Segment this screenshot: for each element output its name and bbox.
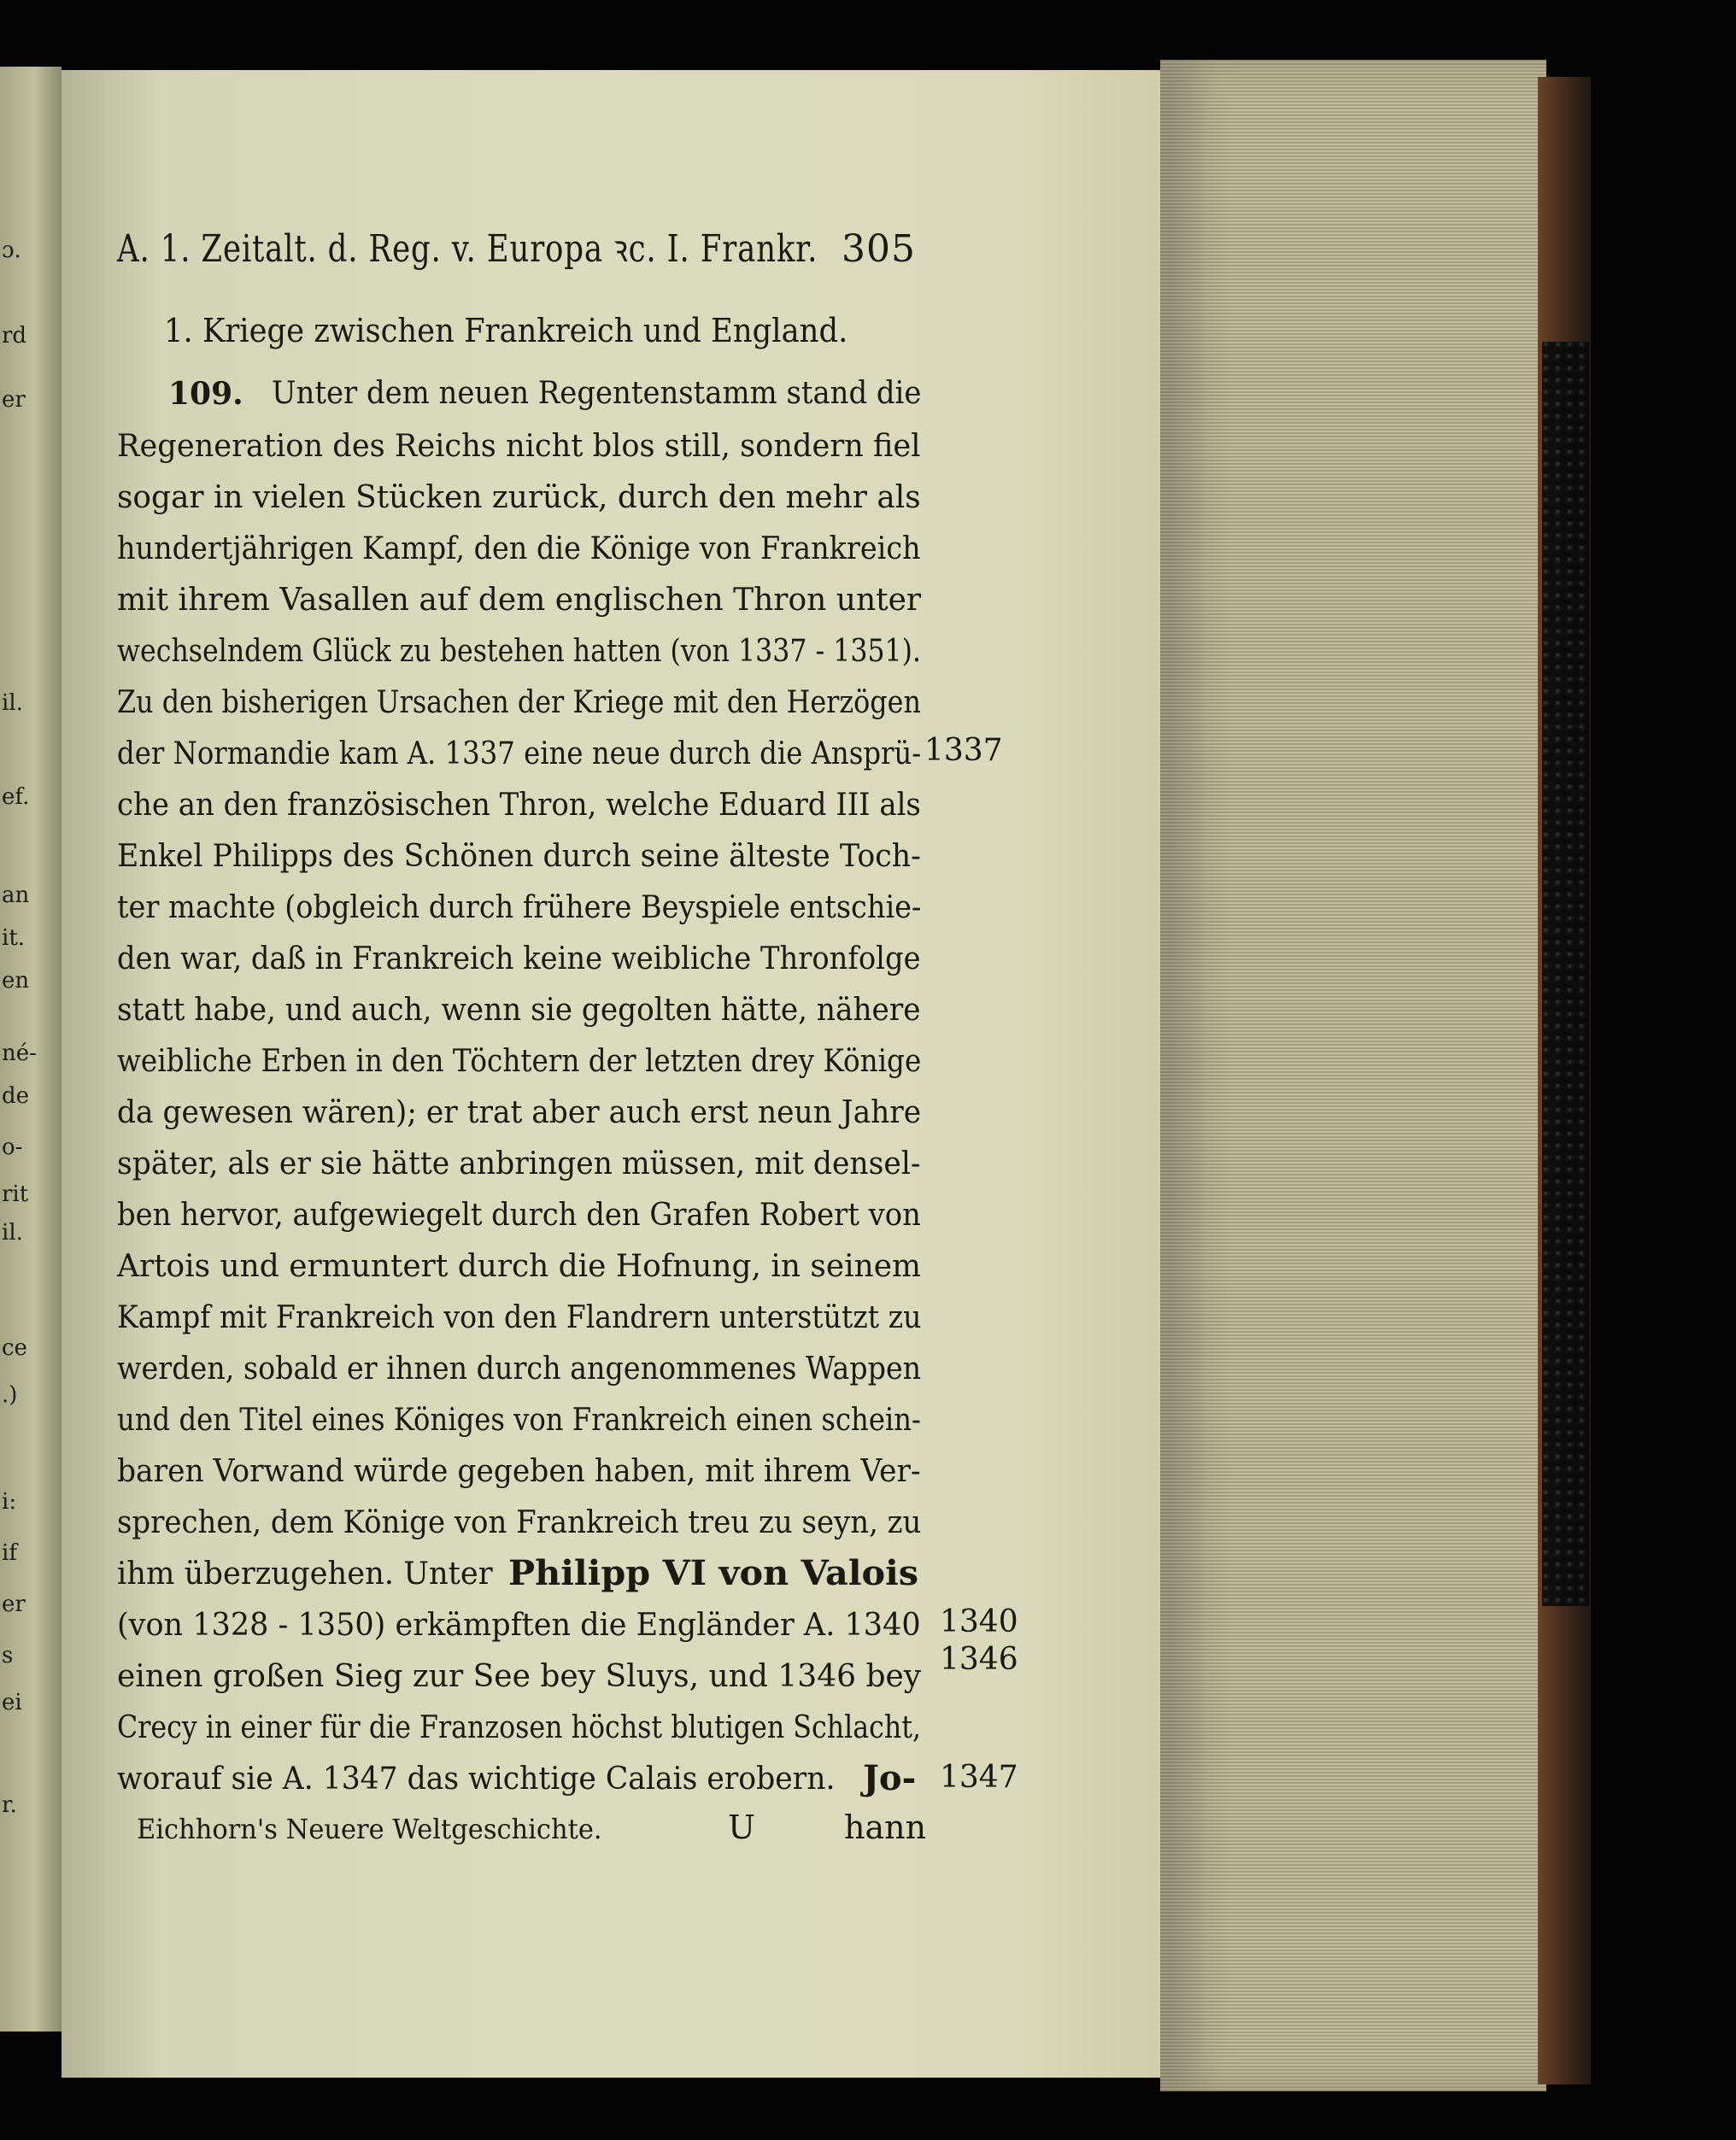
facing-fragment: il. [2, 1220, 23, 1246]
facing-fragment: .) [2, 1382, 18, 1408]
text-line: später, als er sie hätte anbringen müssen, mit densel- [117, 1146, 921, 1181]
facing-fragment: i: [2, 1489, 17, 1515]
text-line: baren Vorwand würde gegeben haben, mit ihrem Ver- [117, 1454, 921, 1489]
facing-fragment: ce [2, 1335, 27, 1361]
margin-year: 1347 [940, 1760, 1018, 1795]
text-line: weibliche Erben in den Töchtern der letzten drey Könige [117, 1044, 922, 1079]
section-heading: 1. Kriege zwischen Frankreich und England. [164, 312, 848, 349]
margin-year: 1337 [924, 733, 1003, 768]
hyphenated-word-start: Jo- [863, 1758, 917, 1798]
page-block-edge [1160, 60, 1546, 2091]
facing-fragment: it. [2, 925, 26, 951]
facing-fragment: ef. [2, 784, 30, 810]
text-line: (von 1328 - 1350) erkämpften die Engländer A. 1340 [117, 1608, 921, 1643]
text-line: mit ihrem Vasallen auf dem englischen Thron unter [117, 583, 922, 618]
text-line: und den Titel eines Königes von Frankreich einen schein- [117, 1403, 921, 1438]
text-line: wechselndem Glück zu bestehen hatten (von 1337 - 1351). [117, 634, 922, 669]
paragraph-number: 109. [168, 376, 243, 412]
page-number: 305 [842, 227, 916, 271]
facing-fragment: ɔ. [2, 237, 21, 263]
catchword: hann [844, 1809, 927, 1846]
text-line: ter machte (obgleich durch frühere Beyspiele entschie- [117, 890, 922, 925]
text-line: der Normandie kam A. 1337 eine neue durch die Ansprü- [117, 736, 922, 771]
facing-fragment: rit [2, 1181, 29, 1207]
text-line: da gewesen wären); er trat aber auch erst neun Jahre [117, 1095, 922, 1130]
text-line: sogar in vielen Stücken zurück, durch den mehr als [117, 480, 921, 515]
marbled-cover [1542, 342, 1589, 1606]
facing-fragment: il. [2, 690, 23, 716]
facing-fragment: an [2, 882, 30, 908]
ruler-name: Philipp VI von Valois [508, 1553, 919, 1593]
text-line: werden, sobald er ihnen durch angenommenes Wappen [117, 1351, 922, 1387]
text-line: Zu den bisherigen Ursachen der Kriege mit den Herzögen [117, 685, 921, 720]
facing-fragment: er [2, 387, 26, 413]
facing-fragment: rd [2, 323, 27, 349]
text-line: statt habe, und auch, wenn sie gegolten hätte, nähere [117, 993, 921, 1028]
facing-fragment: er [2, 1592, 26, 1617]
text-line: Unter dem neuen Regentenstamm stand die [272, 376, 922, 411]
running-header: A. 1. Zeitalt. d. Reg. v. Europa ꝛc. I. Frankr. [117, 227, 818, 271]
signature-title: Eichhorn's Neuere Weltgeschichte. [137, 1813, 602, 1845]
text-line: Artois und ermuntert durch die Hofnung, in seinem [117, 1249, 922, 1284]
text-line: Crecy in einer für die Franzosen höchst blutigen Schlacht, [117, 1710, 921, 1745]
text-line: Regeneration des Reichs nicht blos still, sondern fiel [117, 429, 921, 464]
text-line: den war, daß in Frankreich keine weibliche Thronfolge [117, 941, 921, 976]
text-line: worauf sie A. 1347 das wichtige Calais erobern. [117, 1762, 836, 1797]
margin-year: 1340 [940, 1604, 1018, 1639]
facing-fragment: de [2, 1083, 30, 1109]
text-line: ihm überzugehen. Unter [117, 1557, 493, 1592]
text-line: Enkel Philipps des Schönen durch seine älteste Toch- [117, 839, 921, 874]
text-line: che an den französischen Thron, welche Eduard III als [117, 788, 921, 823]
text-line: Kampf mit Frankreich von den Flandrern unterstützt zu [117, 1300, 922, 1335]
facing-fragment: ei [2, 1690, 22, 1715]
text-line: hundertjährigen Kampf, den die Könige von Frankreich [117, 531, 921, 566]
facing-fragment: o- [2, 1134, 23, 1160]
facing-fragment: en [2, 968, 30, 994]
facing-fragment: né- [2, 1041, 37, 1066]
facing-fragment: if [2, 1540, 17, 1566]
text-line: sprechen, dem Könige von Frankreich treu zu seyn, zu [117, 1505, 922, 1540]
margin-year: 1346 [940, 1642, 1018, 1677]
signature-mark: U [728, 1809, 756, 1846]
text-line: einen großen Sieg zur See bey Sluys, und 1346 bey [117, 1659, 922, 1694]
facing-page-edge [0, 67, 62, 2032]
facing-fragment: r. [2, 1792, 17, 1818]
text-line: ben hervor, aufgewiegelt durch den Grafen Robert von [117, 1198, 921, 1233]
facing-fragment: s [2, 1643, 14, 1668]
